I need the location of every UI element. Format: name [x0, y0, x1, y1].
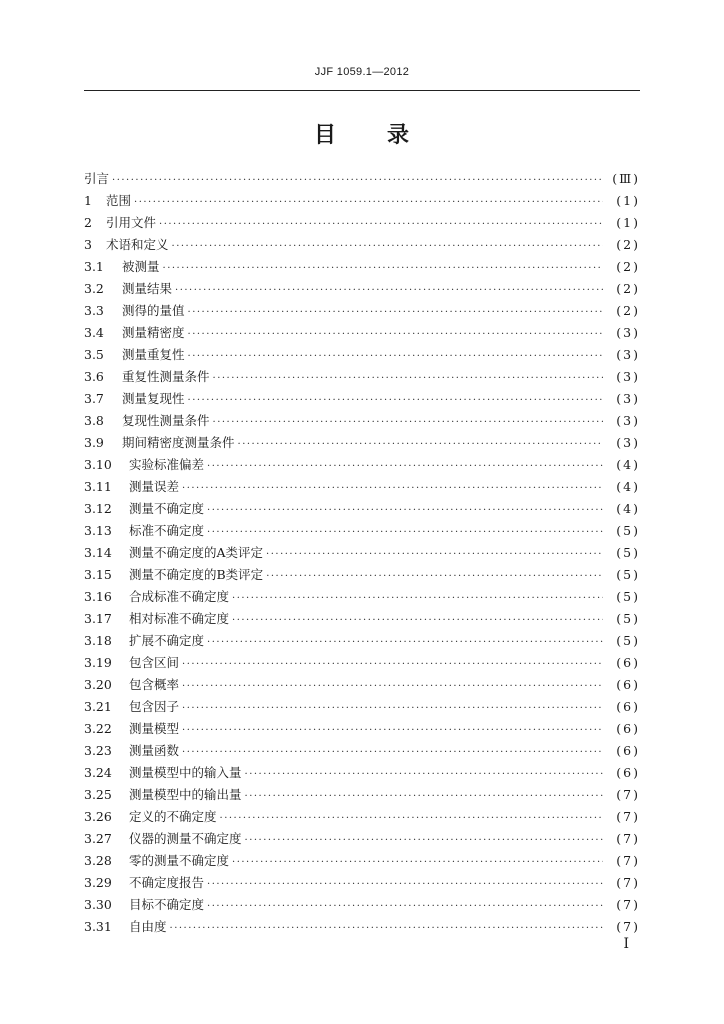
toc-entry-number: 2 — [84, 215, 92, 230]
toc-entry-number: 3.28 — [84, 853, 112, 868]
toc-entry-page: (3) — [616, 413, 640, 428]
toc-entry-title: 期间精密度测量条件 — [122, 435, 235, 450]
toc-entry-number: 3.11 — [84, 479, 112, 494]
toc-entry[interactable] — [84, 718, 640, 740]
toc-entry-page: (5) — [616, 523, 640, 538]
dot-leader — [207, 896, 603, 918]
toc-entry-title: 引言 — [84, 171, 110, 186]
toc-entry-page: (1) — [616, 193, 640, 208]
toc-entry-title: 被测量 — [122, 259, 160, 274]
toc-entry-number: 3.7 — [84, 391, 104, 406]
page-title — [84, 118, 640, 149]
toc-entry[interactable] — [84, 850, 640, 872]
toc-entry[interactable] — [84, 762, 640, 784]
table-of-contents — [84, 168, 640, 938]
page-number: I — [623, 936, 629, 952]
toc-entry[interactable] — [84, 542, 640, 564]
toc-entry[interactable] — [84, 520, 640, 542]
toc-entry-number: 3.6 — [84, 369, 104, 384]
toc-entry-title: 引用文件 — [106, 215, 157, 230]
dot-leader — [188, 302, 603, 324]
toc-entry-title: 零的测量不确定度 — [129, 853, 230, 868]
dot-leader — [238, 434, 603, 456]
toc-entry-number: 3.13 — [84, 523, 112, 538]
toc-entry-number: 3.26 — [84, 809, 112, 824]
toc-entry[interactable] — [84, 432, 640, 454]
toc-entry-page: (3) — [616, 347, 640, 362]
dot-leader — [159, 214, 603, 236]
toc-entry[interactable] — [84, 388, 640, 410]
toc-entry[interactable] — [84, 586, 640, 608]
dot-leader — [188, 324, 603, 346]
dot-leader — [245, 786, 603, 808]
toc-entry[interactable] — [84, 278, 640, 300]
dot-leader — [163, 258, 603, 280]
toc-entry-number: 3.23 — [84, 743, 112, 758]
toc-entry-page: (5) — [616, 567, 640, 582]
toc-entry-number: 3.22 — [84, 721, 112, 736]
toc-entry-number: 3.12 — [84, 501, 112, 516]
toc-entry-number: 3.24 — [84, 765, 112, 780]
toc-entry-page: (5) — [616, 611, 640, 626]
toc-entry-page: (6) — [616, 721, 640, 736]
toc-entry-title: 扩展不确定度 — [129, 633, 205, 648]
toc-entry-number: 3 — [84, 237, 92, 252]
dot-leader — [207, 456, 603, 478]
dot-leader — [213, 412, 603, 434]
dot-leader — [220, 808, 603, 830]
toc-entry-title: 自由度 — [129, 919, 167, 934]
toc-entry-page: (6) — [616, 765, 640, 780]
dot-leader — [182, 654, 603, 676]
dot-leader — [213, 368, 603, 390]
toc-entry-title: 测量模型 — [129, 721, 180, 736]
dot-leader — [207, 500, 603, 522]
toc-entry[interactable] — [84, 564, 640, 586]
toc-entry-page: (3) — [616, 369, 640, 384]
dot-leader — [182, 720, 603, 742]
toc-entry-page: (4) — [616, 479, 640, 494]
dot-leader — [182, 742, 603, 764]
toc-entry-number: 3.10 — [84, 457, 112, 472]
toc-entry-title: 范围 — [106, 193, 132, 208]
toc-entry[interactable] — [84, 784, 640, 806]
toc-entry[interactable] — [84, 344, 640, 366]
toc-entry-number: 3.31 — [84, 919, 112, 934]
dot-leader — [245, 830, 603, 852]
toc-entry-number: 3.25 — [84, 787, 112, 802]
dot-leader — [207, 632, 603, 654]
toc-entry-page: (2) — [616, 281, 640, 296]
dot-leader — [232, 852, 603, 874]
toc-entry[interactable] — [84, 498, 640, 520]
toc-entry[interactable] — [84, 366, 640, 388]
toc-entry-number: 3.9 — [84, 435, 104, 450]
toc-entry[interactable] — [84, 674, 640, 696]
toc-entry-page: (4) — [616, 457, 640, 472]
toc-entry-page: (5) — [616, 633, 640, 648]
toc-entry-page: (7) — [616, 919, 640, 934]
toc-entry-page: (3) — [616, 435, 640, 450]
toc-entry-page: (2) — [616, 259, 640, 274]
toc-entry-page: (6) — [616, 655, 640, 670]
toc-entry-page: (4) — [616, 501, 640, 516]
dot-leader — [266, 566, 603, 588]
toc-entry-page: (7) — [616, 831, 640, 846]
toc-entry-title: 重复性测量条件 — [122, 369, 210, 384]
toc-entry-title: 实验标准偏差 — [129, 457, 205, 472]
toc-entry-number: 3.19 — [84, 655, 112, 670]
dot-leader — [112, 170, 603, 192]
toc-entry-number: 3.21 — [84, 699, 112, 714]
toc-entry-title: 术语和定义 — [106, 237, 169, 252]
dot-leader — [182, 478, 603, 500]
toc-entry[interactable] — [84, 256, 640, 278]
toc-entry[interactable] — [84, 872, 640, 894]
toc-entry-title: 测量重复性 — [122, 347, 185, 362]
toc-entry-number: 3.17 — [84, 611, 112, 626]
toc-entry-page: (6) — [616, 743, 640, 758]
toc-entry-page: (Ⅲ) — [612, 171, 640, 186]
toc-entry-number: 3.15 — [84, 567, 112, 582]
toc-entry-page: (5) — [616, 589, 640, 604]
toc-entry-title: 目标不确定度 — [129, 897, 205, 912]
toc-entry[interactable] — [84, 476, 640, 498]
toc-entry-title: 合成标准不确定度 — [129, 589, 230, 604]
toc-entry[interactable] — [84, 608, 640, 630]
dot-leader — [232, 588, 603, 610]
dot-leader — [188, 346, 603, 368]
toc-entry-number: 3.16 — [84, 589, 112, 604]
dot-leader — [134, 192, 603, 214]
dot-leader — [172, 236, 603, 258]
toc-entry-title: 相对标准不确定度 — [129, 611, 230, 626]
dot-leader — [266, 544, 603, 566]
toc-entry-title: 包含因子 — [129, 699, 180, 714]
toc-entry-title: 测得的量值 — [122, 303, 185, 318]
toc-entry-page: (3) — [616, 391, 640, 406]
toc-entry-title: 包含区间 — [129, 655, 180, 670]
toc-entry[interactable] — [84, 234, 640, 256]
toc-entry[interactable] — [84, 652, 640, 674]
toc-entry-title: 测量函数 — [129, 743, 180, 758]
title-char-1: 目 — [313, 122, 337, 148]
toc-entry[interactable] — [84, 806, 640, 828]
toc-entry[interactable] — [84, 212, 640, 234]
toc-entry-page: (1) — [616, 215, 640, 230]
toc-entry-title: 标准不确定度 — [129, 523, 205, 538]
toc-entry-number: 3.29 — [84, 875, 112, 890]
toc-entry[interactable] — [84, 190, 640, 212]
toc-entry-number: 3.4 — [84, 325, 104, 340]
toc-entry-title: 测量不确定度 — [129, 501, 205, 516]
dot-leader — [245, 764, 603, 786]
toc-entry-title: 仪器的测量不确定度 — [129, 831, 242, 846]
toc-entry-title: 定义的不确定度 — [129, 809, 217, 824]
toc-entry[interactable] — [84, 630, 640, 652]
toc-entry-page: (7) — [616, 875, 640, 890]
dot-leader — [170, 918, 603, 940]
toc-entry-page: (7) — [616, 809, 640, 824]
toc-entry-title: 测量模型中的输出量 — [129, 787, 242, 802]
toc-entry[interactable] — [84, 454, 640, 476]
toc-entry-number: 3.5 — [84, 347, 104, 362]
toc-entry-number: 3.18 — [84, 633, 112, 648]
toc-entry-page: (7) — [616, 853, 640, 868]
toc-entry-title: 测量误差 — [129, 479, 180, 494]
toc-entry-number: 3.20 — [84, 677, 112, 692]
toc-entry-title: 测量不确定度的A类评定 — [129, 545, 264, 560]
toc-entry[interactable] — [84, 740, 640, 762]
toc-entry-number: 3.30 — [84, 897, 112, 912]
toc-entry-title: 测量不确定度的B类评定 — [129, 567, 264, 582]
dot-leader — [207, 874, 603, 896]
toc-entry-title: 包含概率 — [129, 677, 180, 692]
toc-entry-title: 测量复现性 — [122, 391, 185, 406]
toc-entry[interactable] — [84, 322, 640, 344]
toc-entry[interactable] — [84, 300, 640, 322]
toc-entry-title: 不确定度报告 — [129, 875, 205, 890]
toc-entry-number: 3.27 — [84, 831, 112, 846]
toc-entry-title: 复现性测量条件 — [122, 413, 210, 428]
toc-entry-page: (7) — [616, 897, 640, 912]
toc-entry-number: 3.2 — [84, 281, 104, 296]
toc-entry[interactable] — [84, 410, 640, 432]
toc-entry-page: (7) — [616, 787, 640, 802]
title-char-2: 录 — [387, 122, 411, 148]
dot-leader — [182, 676, 603, 698]
dot-leader — [175, 280, 603, 302]
toc-entry-page: (2) — [616, 303, 640, 318]
dot-leader — [232, 610, 603, 632]
toc-entry-number: 3.14 — [84, 545, 112, 560]
header-rule — [84, 90, 640, 91]
toc-entry-number: 3.3 — [84, 303, 104, 318]
dot-leader — [188, 390, 603, 412]
toc-entry-page: (6) — [616, 699, 640, 714]
toc-entry[interactable] — [84, 894, 640, 916]
toc-entry-page: (6) — [616, 677, 640, 692]
dot-leader — [182, 698, 603, 720]
toc-entry-number: 3.1 — [84, 259, 104, 274]
toc-entry-page: (2) — [616, 237, 640, 252]
toc-entry[interactable] — [84, 828, 640, 850]
dot-leader — [207, 522, 603, 544]
toc-entry-title: 测量模型中的输入量 — [129, 765, 242, 780]
toc-entry-number: 1 — [84, 193, 92, 208]
running-header: JJF 1059.1—2012 — [314, 66, 410, 78]
toc-entry-page: (5) — [616, 545, 640, 560]
toc-entry[interactable] — [84, 916, 640, 938]
toc-entry[interactable] — [84, 168, 640, 190]
toc-entry-page: (3) — [616, 325, 640, 340]
toc-entry-title: 测量精密度 — [122, 325, 185, 340]
toc-entry-title: 测量结果 — [122, 281, 173, 296]
toc-entry[interactable] — [84, 696, 640, 718]
toc-entry-number: 3.8 — [84, 413, 104, 428]
